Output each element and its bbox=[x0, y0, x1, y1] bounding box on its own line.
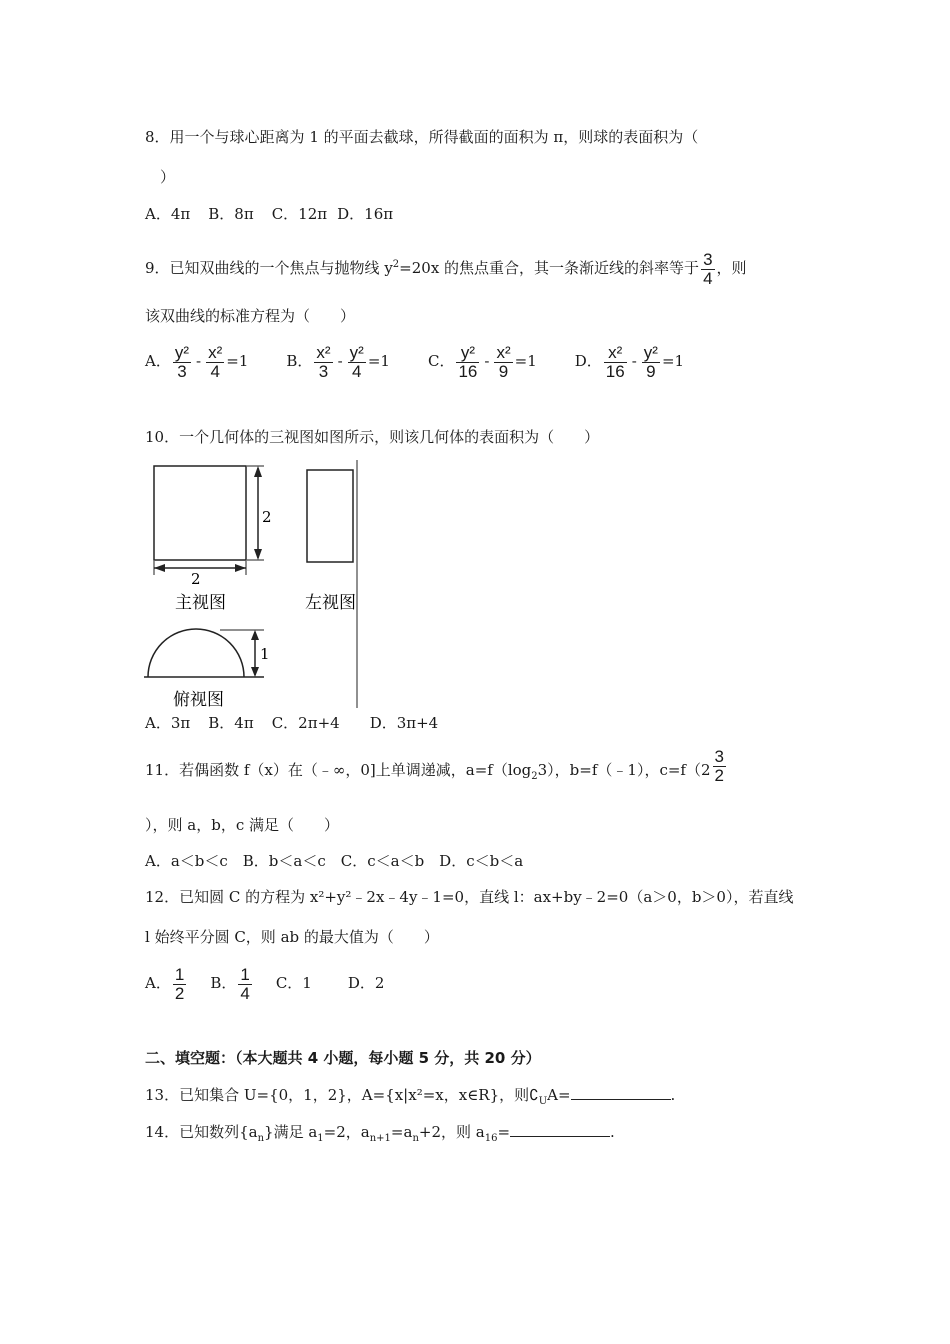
q10-three-view-figure bbox=[140, 460, 365, 710]
q9-option-d bbox=[575, 342, 684, 381]
q12-b-num: 1 bbox=[240, 964, 250, 984]
q9-fraction-2 bbox=[206, 344, 224, 381]
q8-stem: 8．用一个与球心距离为 1 的平面去截球，所得截面的面积为 π，则球的表面积为（ bbox=[145, 128, 699, 146]
q14-sub-3: n+1 bbox=[369, 1133, 391, 1144]
front-view-label: 主视图 bbox=[175, 593, 226, 613]
q14-text-b: }满足 a bbox=[264, 1123, 318, 1141]
q9-options bbox=[145, 342, 684, 381]
q12-a-den: 2 bbox=[174, 983, 185, 1003]
q10-stem: 10．一个几何体的三视图如图所示，则该几何体的表面积为（ ） bbox=[145, 428, 600, 446]
top-view-label: 俯视图 bbox=[173, 690, 224, 710]
q14-end: . bbox=[610, 1123, 615, 1141]
q14-sub-1: n bbox=[257, 1133, 265, 1144]
q9-minus-sign: - bbox=[484, 352, 490, 370]
q9-minus-sign: - bbox=[196, 352, 202, 370]
side-view-rect bbox=[307, 470, 353, 562]
q11-stem-a: 11．若偶函数 f（x）在（﹣∞，0]上单调递减，a=f（log bbox=[145, 761, 532, 779]
q11-exponent-fraction bbox=[713, 748, 726, 785]
q9-fraction-num: x² bbox=[208, 342, 223, 362]
q9-option-c bbox=[428, 342, 537, 381]
q9-fraction-1 bbox=[173, 344, 191, 381]
q9-fraction-num: x² bbox=[316, 342, 331, 362]
q9-fraction-den: 16 bbox=[458, 361, 478, 381]
q12-line2: l 始终平分圆 C，则 ab 的最大值为（ ） bbox=[145, 928, 439, 946]
q12-option-c: C．1 bbox=[275, 974, 312, 992]
q9-equals-one: =1 bbox=[367, 352, 390, 370]
q9-stem-b: =20x 的焦点重合，其一条渐近线的斜率等于 bbox=[399, 259, 700, 277]
q14-text-d: =a bbox=[390, 1123, 413, 1141]
q12-option-b-fraction bbox=[238, 966, 251, 1003]
q13-answer-blank[interactable] bbox=[571, 1085, 671, 1100]
q13-line bbox=[145, 1085, 675, 1112]
q11-options: A．a＜b＜c B．b＜a＜c C．c＜a＜b D．c＜b＜a bbox=[145, 852, 524, 870]
q14-sub-2: 1 bbox=[317, 1133, 324, 1144]
q9-fraction-den: 16 bbox=[605, 361, 625, 381]
q14-text-f: = bbox=[497, 1123, 511, 1141]
q12-option-a-label: A． bbox=[145, 974, 171, 992]
q9-equals-one: =1 bbox=[661, 352, 685, 370]
q9-fraction-1 bbox=[604, 344, 627, 381]
q11-stem bbox=[145, 747, 728, 797]
q9-fraction-2 bbox=[348, 344, 366, 381]
q9-stem-a: 9．已知双曲线的一个焦点与抛物线 y bbox=[145, 259, 393, 277]
q12-option-d: D．2 bbox=[347, 974, 385, 992]
q9-fraction-den: 9 bbox=[494, 362, 512, 381]
q8-option-d: D．16π bbox=[337, 205, 394, 223]
q9-option-b bbox=[286, 342, 390, 381]
q12-option-b-label: B． bbox=[210, 974, 237, 992]
dim-radius-label: 1 bbox=[260, 645, 270, 663]
q9-fraction-den: 9 bbox=[642, 362, 660, 381]
q9-fraction-num: y² bbox=[174, 342, 190, 362]
q9-option-label: B． bbox=[286, 352, 313, 370]
q9-slope-den: 4 bbox=[703, 268, 713, 288]
q9-minus-sign: - bbox=[631, 352, 637, 370]
side-view-label: 左视图 bbox=[305, 593, 356, 613]
q9-option-label: C． bbox=[427, 352, 455, 370]
q12-option-a-fraction bbox=[173, 966, 186, 1003]
q11-exp-num: 3 bbox=[714, 747, 724, 766]
q13-sub: U bbox=[538, 1096, 548, 1107]
q9-line2: 该双曲线的标准方程为（ ） bbox=[145, 307, 356, 325]
q8-option-c: C．12π bbox=[271, 205, 328, 223]
q11-stem-b: 3），b=f（﹣1），c=f（2 bbox=[537, 761, 711, 779]
q10-options bbox=[145, 713, 462, 733]
q9-fraction-num: y² bbox=[349, 342, 364, 362]
q11-log-base: 2 bbox=[531, 771, 538, 782]
q14-sub-4: n bbox=[412, 1133, 419, 1144]
q10-option-a: A．3π bbox=[145, 714, 191, 732]
q9-slope-fraction bbox=[701, 251, 714, 288]
q8-options bbox=[145, 204, 417, 224]
q9-fraction-1 bbox=[314, 344, 332, 381]
q12-options bbox=[145, 960, 384, 1006]
q10-option-b: B．4π bbox=[208, 714, 254, 732]
q9-fraction-den: 4 bbox=[206, 362, 224, 381]
q13-tail: A= bbox=[547, 1086, 571, 1104]
top-view-semicircle bbox=[148, 629, 244, 677]
q14-text-c: =2，a bbox=[323, 1123, 370, 1141]
q9-fraction-1 bbox=[456, 344, 479, 381]
q9-stem-c: ，则 bbox=[716, 259, 747, 277]
section-2-heading: 二、填空题：（本大题共 4 小题，每小题 5 分，共 20 分） bbox=[145, 1049, 541, 1067]
q10-option-c: C．2π+4 bbox=[271, 714, 340, 732]
q13-end: . bbox=[670, 1086, 676, 1104]
q9-option-label: A． bbox=[145, 352, 171, 370]
q9-fraction-num: x² bbox=[496, 342, 511, 362]
q9-fraction-den: 3 bbox=[314, 362, 332, 381]
q14-answer-blank[interactable] bbox=[510, 1122, 610, 1137]
q14-line bbox=[145, 1122, 615, 1149]
q12-a-num: 1 bbox=[174, 964, 185, 984]
q10-option-d: D．3π+4 bbox=[369, 714, 439, 732]
q11-exp-den: 2 bbox=[714, 766, 724, 785]
q9-fraction-den: 3 bbox=[173, 362, 191, 381]
q12-stem: 12．已知圆 C 的方程为 x²+y²﹣2x﹣4y﹣1=0，直线 l：ax+by﹣2=0（a＞0，b＞0），若直线 bbox=[145, 888, 794, 906]
q9-fraction-num: y² bbox=[643, 342, 658, 362]
q9-slope-num: 3 bbox=[703, 249, 713, 269]
q9-fraction-2 bbox=[494, 344, 512, 381]
q12-b-den: 4 bbox=[240, 983, 250, 1003]
q9-exponent: 2 bbox=[392, 259, 400, 270]
q9-equals-one: =1 bbox=[226, 352, 249, 370]
q14-text-e: +2，则 a bbox=[418, 1123, 485, 1141]
q8-option-b: B．8π bbox=[208, 205, 254, 223]
q9-fraction-den: 4 bbox=[348, 362, 366, 381]
q9-fraction-num: x² bbox=[608, 342, 623, 362]
q11-line2: ），则 a，b，c 满足（ ） bbox=[145, 816, 339, 834]
q9-minus-sign: - bbox=[337, 352, 343, 370]
q9-option-label: D． bbox=[574, 352, 602, 370]
q9-fraction-2 bbox=[642, 344, 660, 381]
q9-stem bbox=[145, 246, 747, 288]
dim-height-label: 2 bbox=[262, 508, 272, 526]
q8-option-a: A．4π bbox=[145, 205, 191, 223]
q9-equals-one: =1 bbox=[514, 352, 537, 370]
q14-text-a: 14．已知数列{a bbox=[145, 1123, 258, 1141]
q13-text: 13．已知集合 U={0，1，2}，A={x|x²=x，x∈R}，则∁ bbox=[145, 1086, 539, 1104]
front-view-square bbox=[154, 466, 246, 560]
q9-fraction-num: y² bbox=[460, 342, 475, 362]
q8-stem-close: ） bbox=[160, 168, 176, 186]
q9-option-a bbox=[145, 342, 248, 381]
dim-width-label: 2 bbox=[191, 570, 201, 588]
q14-sub-5: 16 bbox=[484, 1133, 498, 1144]
